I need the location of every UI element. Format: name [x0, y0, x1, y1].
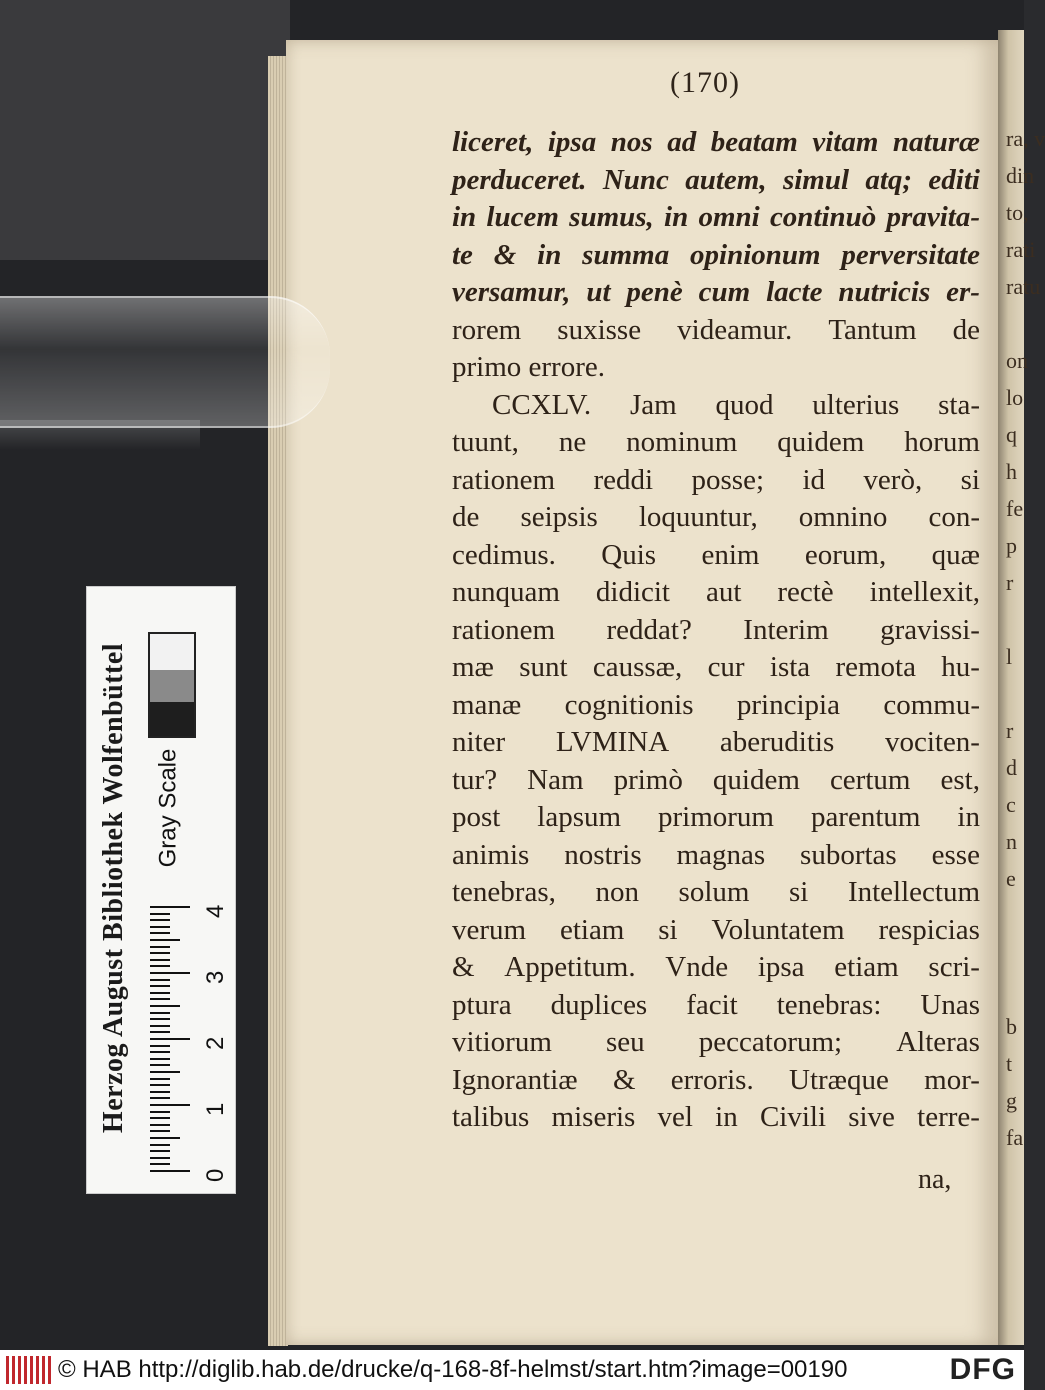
ruler-tick — [150, 1038, 190, 1040]
ruler-tick — [150, 1097, 170, 1099]
footer — [0, 1350, 1024, 1390]
ruler-tick — [150, 1018, 170, 1020]
ruler-tick — [150, 1104, 190, 1106]
ruler-tick — [150, 1091, 170, 1093]
ruler-tick — [150, 1078, 170, 1080]
ruler-scale — [150, 870, 229, 1182]
page-edges — [268, 56, 288, 1346]
ruler-tick — [150, 965, 170, 967]
ruler-tick — [150, 1170, 190, 1172]
ruler-tick — [150, 932, 170, 934]
text-line: ptura duplices facit tenebras: Unas — [452, 988, 980, 1021]
text-line: manæ cognitionis principia commu- — [452, 688, 980, 721]
ruler-tick — [150, 1084, 170, 1086]
ruler-number: 1 — [202, 1102, 229, 1116]
ruler-tick — [150, 1005, 180, 1007]
ruler-tick — [150, 959, 170, 961]
text-line: post lapsum primorum parentum in — [452, 801, 980, 833]
ruler-tick — [150, 919, 170, 921]
ruler-tick — [150, 1025, 170, 1027]
text-line: rationem reddat? Interim gravissi- — [452, 613, 980, 646]
adjacent-page-text: ra, v din to, rati ratu on lo q h fe p r l r d c n e b t g fa — [1006, 126, 1045, 1150]
text-line: nunquam didicit aut rectè intellexit, — [452, 576, 980, 608]
ruler-tick — [150, 926, 170, 928]
ruler-tick — [150, 1124, 170, 1126]
ruler-tick — [150, 1163, 170, 1165]
ruler-tick — [150, 972, 190, 974]
ruler-tick — [150, 1045, 170, 1047]
text-line: te & in summa opinionum perversitate — [452, 238, 980, 271]
ruler-number: 0 — [202, 1168, 229, 1182]
ruler-tick — [150, 1031, 170, 1033]
ruler-tick — [150, 1144, 170, 1146]
page-text — [452, 124, 980, 1137]
text-line: primo errore. — [452, 351, 605, 383]
catchword: na, — [918, 1164, 952, 1195]
ruler-tick — [150, 1058, 170, 1060]
ruler-number: 2 — [202, 1036, 229, 1050]
ruler-tick — [150, 1137, 180, 1139]
ruler-tick — [150, 1071, 180, 1073]
dfg-logo: DFG — [949, 1353, 1016, 1386]
text-line: talibus miseris vel in Civili sive terre- — [452, 1101, 980, 1133]
ruler-tick — [150, 913, 170, 915]
ruler-number: 4 — [202, 904, 229, 918]
ruler-tick — [150, 1051, 170, 1053]
text-line: cedimus. Quis enim eorum, quæ — [452, 538, 980, 571]
text-line: verum etiam si Voluntatem respicias — [452, 913, 980, 946]
swatch-white — [148, 632, 196, 672]
hab-logo-icon — [6, 1356, 52, 1384]
ruler-tick — [150, 985, 170, 987]
ruler-tick — [150, 1064, 170, 1066]
ruler-tick — [150, 939, 180, 941]
ruler-tick — [150, 1012, 170, 1014]
swatch-gray — [148, 670, 196, 704]
text-line: tenebras, non solum si Intellectum — [452, 876, 980, 908]
text-line: animis nostris magnas subortas esse — [452, 838, 980, 871]
ruler-tick — [150, 906, 190, 908]
text-line: de seipsis loquuntur, omnino con- — [452, 501, 980, 533]
page-number: (170) — [670, 66, 740, 99]
ruler-tick — [150, 1117, 170, 1119]
text-line: rationem reddi posse; id verò, si — [452, 463, 980, 496]
text-line: in lucem sumus, in omni continuò pravita- — [452, 201, 980, 233]
ruler-tick — [150, 952, 170, 954]
text-line: & Appetitum. Vnde ipsa etiam scri- — [452, 951, 980, 983]
text-line: tuunt, ne nominum quidem horum — [452, 426, 980, 458]
text-line: liceret, ipsa nos ad beatam vitam naturæ — [452, 126, 980, 158]
ruler-tick — [150, 1157, 170, 1159]
ruler-tick — [150, 998, 170, 1000]
text-line: rorem suxisse videamur. Tantum de — [452, 313, 980, 346]
gray-scale-label: Gray Scale — [154, 748, 181, 868]
text-line: mæ sunt caussæ, cur ista remota hu- — [452, 651, 980, 683]
page-clip — [0, 296, 330, 428]
text-line: vitiorum seu peccatorum; Alteras — [452, 1026, 980, 1058]
background-upper — [0, 0, 290, 260]
ruler-number: 3 — [202, 970, 229, 984]
text-line: Ignorantiæ & erroris. Utræque mor- — [452, 1063, 980, 1096]
text-line: niter LVMINA aberuditis vociten- — [452, 726, 980, 758]
swatch-black — [148, 702, 196, 738]
text-line: versamur, ut penè cum lacte nutricis er- — [452, 276, 980, 308]
ruler-tick — [150, 1150, 170, 1152]
text-line: tur? Nam primò quidem certum est, — [452, 763, 980, 796]
ruler-tick — [150, 992, 170, 994]
page-clip-reflection — [0, 420, 200, 450]
text-line: perduceret. Nunc autem, simul atq; editi — [452, 163, 980, 196]
ruler-tick — [150, 1111, 170, 1113]
ruler-title: Herzog August Bibliothek Wolfenbüttel — [98, 642, 130, 1134]
ruler-tick — [150, 979, 170, 981]
ruler-tick — [150, 946, 170, 948]
ruler-tick — [150, 1130, 170, 1132]
footer-copyright[interactable]: © HAB http://diglib.hab.de/drucke/q-168-8f-helmst/start.htm?image=00190 — [58, 1356, 848, 1383]
text-line: CCXLV. Jam quod ulterius sta- — [492, 388, 980, 421]
